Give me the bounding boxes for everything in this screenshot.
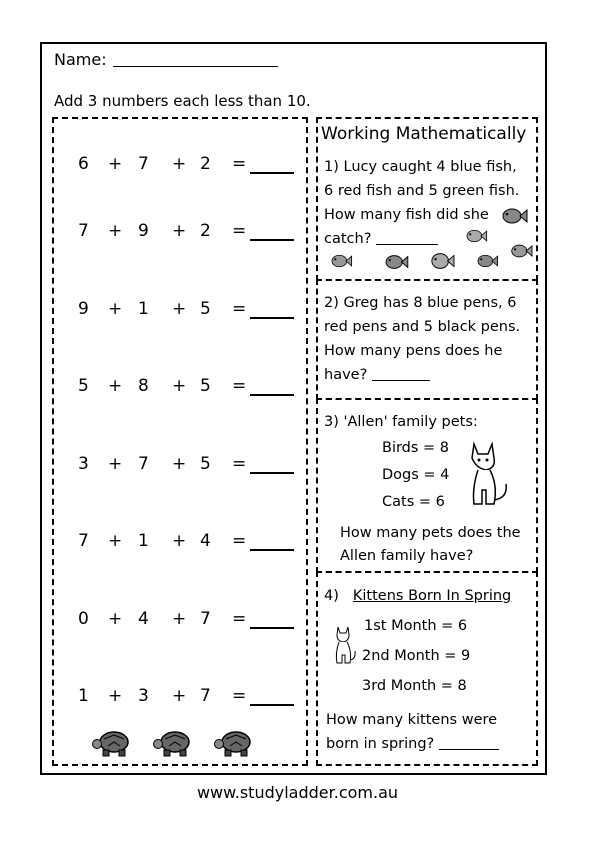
- plus-sign: +: [108, 454, 123, 474]
- answer-blank[interactable]: [250, 394, 294, 396]
- addend-2: 8: [138, 376, 149, 396]
- plus-sign: +: [172, 686, 187, 706]
- plus-sign: +: [172, 454, 187, 474]
- addend-3: 2: [200, 154, 211, 174]
- turtle-icon: [92, 727, 136, 759]
- sum-row: [54, 376, 310, 400]
- equals-sign: =: [232, 221, 247, 241]
- addend-3: 5: [200, 376, 211, 396]
- equals-sign: =: [232, 376, 247, 396]
- plus-sign: +: [172, 376, 187, 396]
- addend-1: 7: [78, 221, 89, 241]
- sums-panel: [52, 117, 308, 766]
- addend-2: 4: [138, 609, 149, 629]
- addend-2: 3: [138, 686, 149, 706]
- addend-3: 7: [200, 609, 211, 629]
- addend-2: 1: [138, 299, 149, 319]
- addend-3: 5: [200, 299, 211, 319]
- q4-month-1: 1st Month = 6: [364, 618, 468, 634]
- plus-sign: +: [108, 609, 123, 629]
- question-2-panel: [316, 279, 538, 400]
- addend-3: 7: [200, 686, 211, 706]
- fish-icon: [330, 252, 352, 270]
- addend-1: 7: [78, 531, 89, 551]
- q4-line-5: How many kittens were: [326, 712, 498, 728]
- fish-icon: [465, 227, 487, 245]
- sum-row: [54, 609, 310, 633]
- sum-row: [54, 154, 310, 178]
- q1-line-3: How many fish did she: [324, 207, 489, 223]
- q2-line-1: 2) Greg has 8 blue pens, 6: [324, 295, 517, 311]
- q4-line-6: born in spring?: [326, 736, 435, 752]
- sum-row: [54, 531, 310, 555]
- name-row: [54, 50, 278, 69]
- fish-icon: [430, 249, 454, 273]
- q4-heading: Kittens Born In Spring: [352, 588, 512, 604]
- fish-icon: [384, 252, 408, 272]
- equals-sign: =: [232, 609, 247, 629]
- q1-line-2: 6 red fish and 5 green fish.: [324, 183, 520, 199]
- plus-sign: +: [172, 299, 187, 319]
- q1-answer-line[interactable]: [376, 230, 438, 245]
- answer-blank[interactable]: [250, 472, 294, 474]
- addend-3: 4: [200, 531, 211, 551]
- section-title: Working Mathematically: [321, 124, 527, 144]
- plus-sign: +: [108, 531, 123, 551]
- equals-sign: =: [232, 686, 247, 706]
- addend-2: 9: [138, 221, 149, 241]
- answer-blank[interactable]: [250, 317, 294, 319]
- q2-line-3: How many pens does he: [324, 343, 503, 359]
- addend-2: 7: [138, 154, 149, 174]
- q2-line-4: have?: [324, 367, 368, 383]
- cat-icon: [460, 440, 512, 508]
- q3-line-1: 3) 'Allen' family pets:: [324, 414, 478, 430]
- plus-sign: +: [172, 154, 187, 174]
- plus-sign: +: [108, 221, 123, 241]
- equals-sign: =: [232, 154, 247, 174]
- q2-line-2: red pens and 5 black pens.: [324, 319, 521, 335]
- name-line[interactable]: [113, 52, 278, 67]
- instruction-text: Add 3 numbers each less than 10.: [54, 92, 311, 110]
- turtle-icon: [153, 727, 197, 759]
- plus-sign: +: [108, 376, 123, 396]
- turtle-icon: [214, 727, 258, 759]
- sum-row: [54, 454, 310, 478]
- fish-icon: [510, 241, 532, 261]
- addend-2: 7: [138, 454, 149, 474]
- addend-1: 9: [78, 299, 89, 319]
- sum-row: [54, 299, 310, 323]
- plus-sign: +: [108, 154, 123, 174]
- plus-sign: +: [172, 221, 187, 241]
- q3-line-6: Allen family have?: [340, 548, 474, 564]
- q3-dogs: Dogs = 4: [382, 467, 450, 483]
- addend-3: 2: [200, 221, 211, 241]
- sum-row: [54, 686, 310, 710]
- q4-month-2: 2nd Month = 9: [362, 648, 471, 664]
- fish-icon: [476, 252, 498, 270]
- addend-1: 5: [78, 376, 89, 396]
- plus-sign: +: [172, 531, 187, 551]
- question-1-panel: [316, 117, 538, 281]
- answer-blank[interactable]: [250, 549, 294, 551]
- q2-answer-line[interactable]: [372, 366, 430, 381]
- sum-row: [54, 221, 310, 245]
- addend-1: 1: [78, 686, 89, 706]
- q4-month-3: 3rd Month = 8: [362, 678, 467, 694]
- answer-blank[interactable]: [250, 704, 294, 706]
- q1-line-1: 1) Lucy caught 4 blue fish,: [324, 159, 517, 175]
- q3-birds: Birds = 8: [382, 440, 450, 456]
- q4-number: 4): [324, 588, 339, 604]
- addend-1: 0: [78, 609, 89, 629]
- q3-cats: Cats = 6: [382, 494, 445, 510]
- addend-1: 3: [78, 454, 89, 474]
- answer-blank[interactable]: [250, 172, 294, 174]
- kitten-icon: [332, 625, 356, 665]
- fish-icon: [501, 205, 527, 227]
- answer-blank[interactable]: [250, 627, 294, 629]
- equals-sign: =: [232, 531, 247, 551]
- answer-blank[interactable]: [250, 239, 294, 241]
- plus-sign: +: [172, 609, 187, 629]
- addend-1: 6: [78, 154, 89, 174]
- equals-sign: =: [232, 454, 247, 474]
- question-4-panel: [316, 571, 538, 766]
- question-3-panel: [316, 398, 538, 573]
- name-label: Name:: [54, 50, 107, 69]
- addend-2: 1: [138, 531, 149, 551]
- q1-line-4: catch?: [324, 231, 372, 247]
- plus-sign: +: [108, 299, 123, 319]
- q4-answer-line[interactable]: [439, 735, 499, 750]
- addend-3: 5: [200, 454, 211, 474]
- footer-url[interactable]: www.studyladder.com.au: [196, 783, 399, 802]
- equals-sign: =: [232, 299, 247, 319]
- q3-line-5: How many pets does the: [340, 525, 521, 541]
- plus-sign: +: [108, 686, 123, 706]
